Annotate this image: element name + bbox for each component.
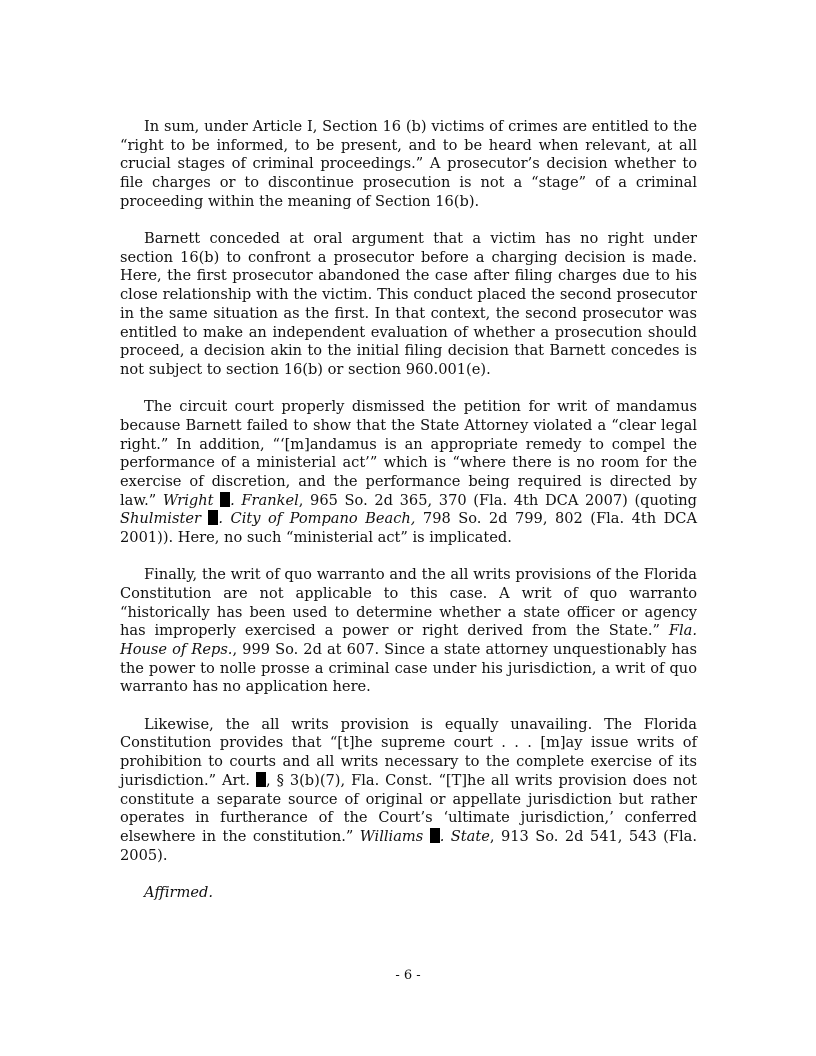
page-number: - 6 - [395,968,421,983]
case-name-shulmister: Shulmister [120,510,201,528]
case-name-frankel: . Frankel [230,491,299,509]
redaction-block [430,828,440,843]
all-writs-text-cont: , § 3(b)(7), Fla. Const. “[T]he all writs provision does not constitute a separate source of original or appellate jurisdiction but rather operates in furtherance of the Court’s ‘ultimate jurisdiction,’ conferred elsewhere in the constitution.” [120,771,698,845]
paragraph-article-i-section-16: In sum, under Article I, Section 16 (b) victims of crimes are entitled to the “right to be informed, to be present, and to be heard when relevant, at all crucial stages of criminal proceedings.” A prosecutor’s decision whether to file charges or to discontinue prosecution is not a “stage” of a criminal proceeding within the meaning of Section 16(b). [120,118,697,210]
citation-text: , 913 So. 2d 541, 543 (Fla. 2005). [120,827,698,864]
paragraph-barnett-conceded: Barnett conceded at oral argument that a victim has no right under section 16(b) to confront a prosecutor before a charging decision is made. Here, the first prosecutor abandoned the case after filing charges due to his close relationship with the victim. This conduct placed the second prosecutor in the same situation as the first. In that context, the second prosecutor was entitled to make an independent evaluation of whether a prosecution should proceed, a decision akin to the initial filing decision that Barnett concedes is not subject to section 16(b) or section 960.001(e). [120,230,697,378]
redaction-block [256,772,266,787]
citation-text: , 965 So. 2d 365, 370 (Fla. 4th DCA 2007) (quoting [298,491,697,509]
quo-warranto-text: Finally, the writ of quo warranto and the all writs provisions of the Florida Constitution are not applicable to this case. A writ of quo warranto “historically has been used to determine whether a state officer or agency has improperly exercised a power or right derived from the State.” [120,566,697,640]
paragraph-mandamus [120,398,697,548]
redaction-block [208,510,218,525]
document-page [120,118,697,903]
case-name-wright: Wright [162,491,214,509]
redaction-block [220,492,230,507]
paragraph-quo-warranto [120,566,697,697]
case-name-state: . State [439,827,490,845]
case-name-williams: Williams [359,827,424,845]
paragraph-all-writs [120,716,697,866]
citation-text: 798 So. 2d 799, 802 (Fla. 4th DCA 2001)). Here, no such “ministerial act” is implicated. [120,510,697,547]
all-writs-text: Likewise, the all writs provision is equally unavailing. The Florida Constitution provides that “[t]he supreme court . . . [m]ay issue writs of prohibition to courts and all writs necessary to the complete exercise of its jurisdiction.” Art. [120,715,697,789]
citation-fla-house: Fla. House of Reps. [120,622,697,659]
quo-warranto-text-cont: , 999 So. 2d at 607. Since a state attorney unquestionably has the power to nolle prosse a criminal case under his jurisdiction, a writ of quo warranto has no application here. [120,641,697,696]
mandamus-text: The circuit court properly dismissed the petition for writ of mandamus because Barnett failed to show that the State Attorney violated a “clear legal right.” In addition, “‘[m]andamus is an appropriate remedy to compel the performance of a ministerial act’” which is “where there is no room for the exercise of discretion, and the performance being required is directed by law.” [120,398,697,509]
closing-disposition: Affirmed. [144,883,213,901]
case-name-pompano-beach: . City of Pompano Beach, [218,510,416,528]
